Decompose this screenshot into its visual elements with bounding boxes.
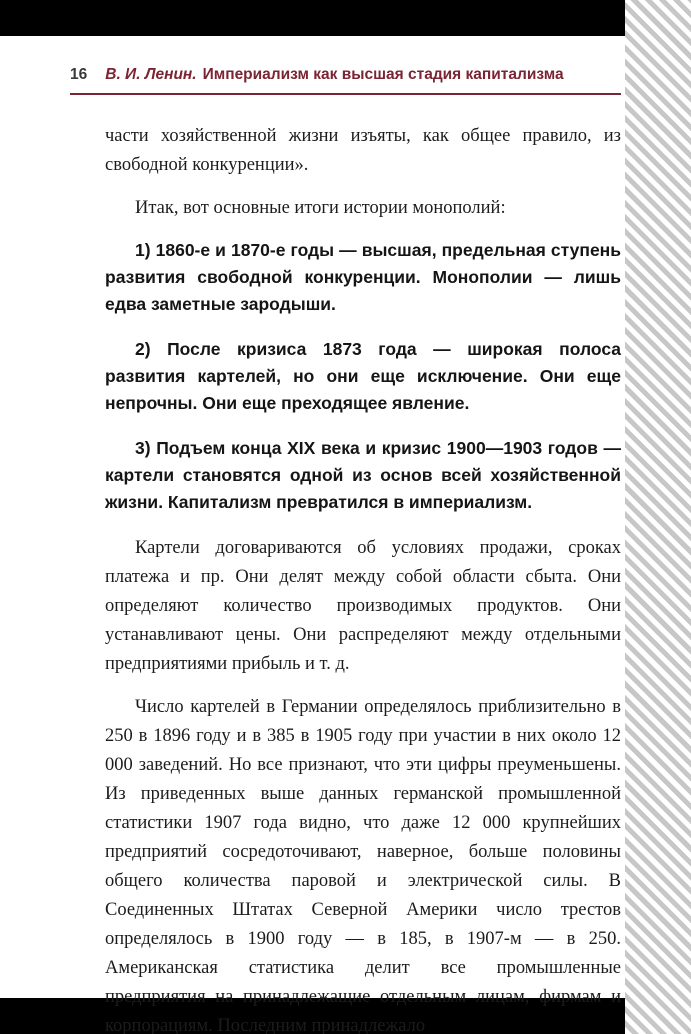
paragraph: Итак, вот основные итоги истории монополий: [135, 198, 506, 218]
paragraph: Число картелей в Германии определялось приблизительно в 250 в 1896 году и в 385 в 1905 году при участии в них около 12 000 заведений. Но все признают, что эти цифры преуменьшены. Из приведенных выше данных германской промышленной статистики 1907 года видно, что даже 12 000 крупнейших предприятий сосредоточивают, наверное, больше половины общего количества паровой и электрической силы. В Соединенных Штатах Северной Америки число трестов определялось в 1900 году — в 185, в 1907-м — в 250. Американская статистика делит все промышленные предприятия на принадлежащие отдельным лицам, фирмам и корпорациям. Последним принадлежало [105, 697, 621, 1034]
paragraph-continuation: части хозяйственной жизни изъяты, как общее правило, из свободной конкуренции». [105, 126, 621, 175]
numbered-item-3: 3) Подъем конца XIX века и кризис 1900—1903 годов — картели становятся одной из основ всей хозяйственной жизни. Капитализм превратился в империализм. [105, 438, 621, 512]
diagonal-stripe-pattern [625, 0, 691, 1034]
top-black-bar [0, 0, 625, 36]
paragraph: Картели договариваются об условиях продажи, сроках платежа и пр. Они делят между собой области сбыта. Они определяют количество производимых продуктов. Они устанавливают цены. Они распределяют между отдельными предприятиями прибыль и т. д. [105, 538, 621, 674]
running-header [70, 66, 621, 95]
header-author: В. И. Ленин. [105, 66, 197, 83]
header-title: Империализм как высшая стадия капитализма [202, 66, 564, 83]
page-number: 16 [70, 66, 88, 83]
body-text [105, 122, 621, 1034]
numbered-item-2: 2) После кризиса 1873 года — широкая полоса развития картелей, но они еще исключение. Они еще непрочны. Они еще преходящее явление. [105, 339, 621, 413]
numbered-item-1: 1) 1860-е и 1870-е годы — высшая, предельная ступень развития свободной конкуренции. Монополии — лишь едва заметные зародыши. [105, 240, 621, 314]
